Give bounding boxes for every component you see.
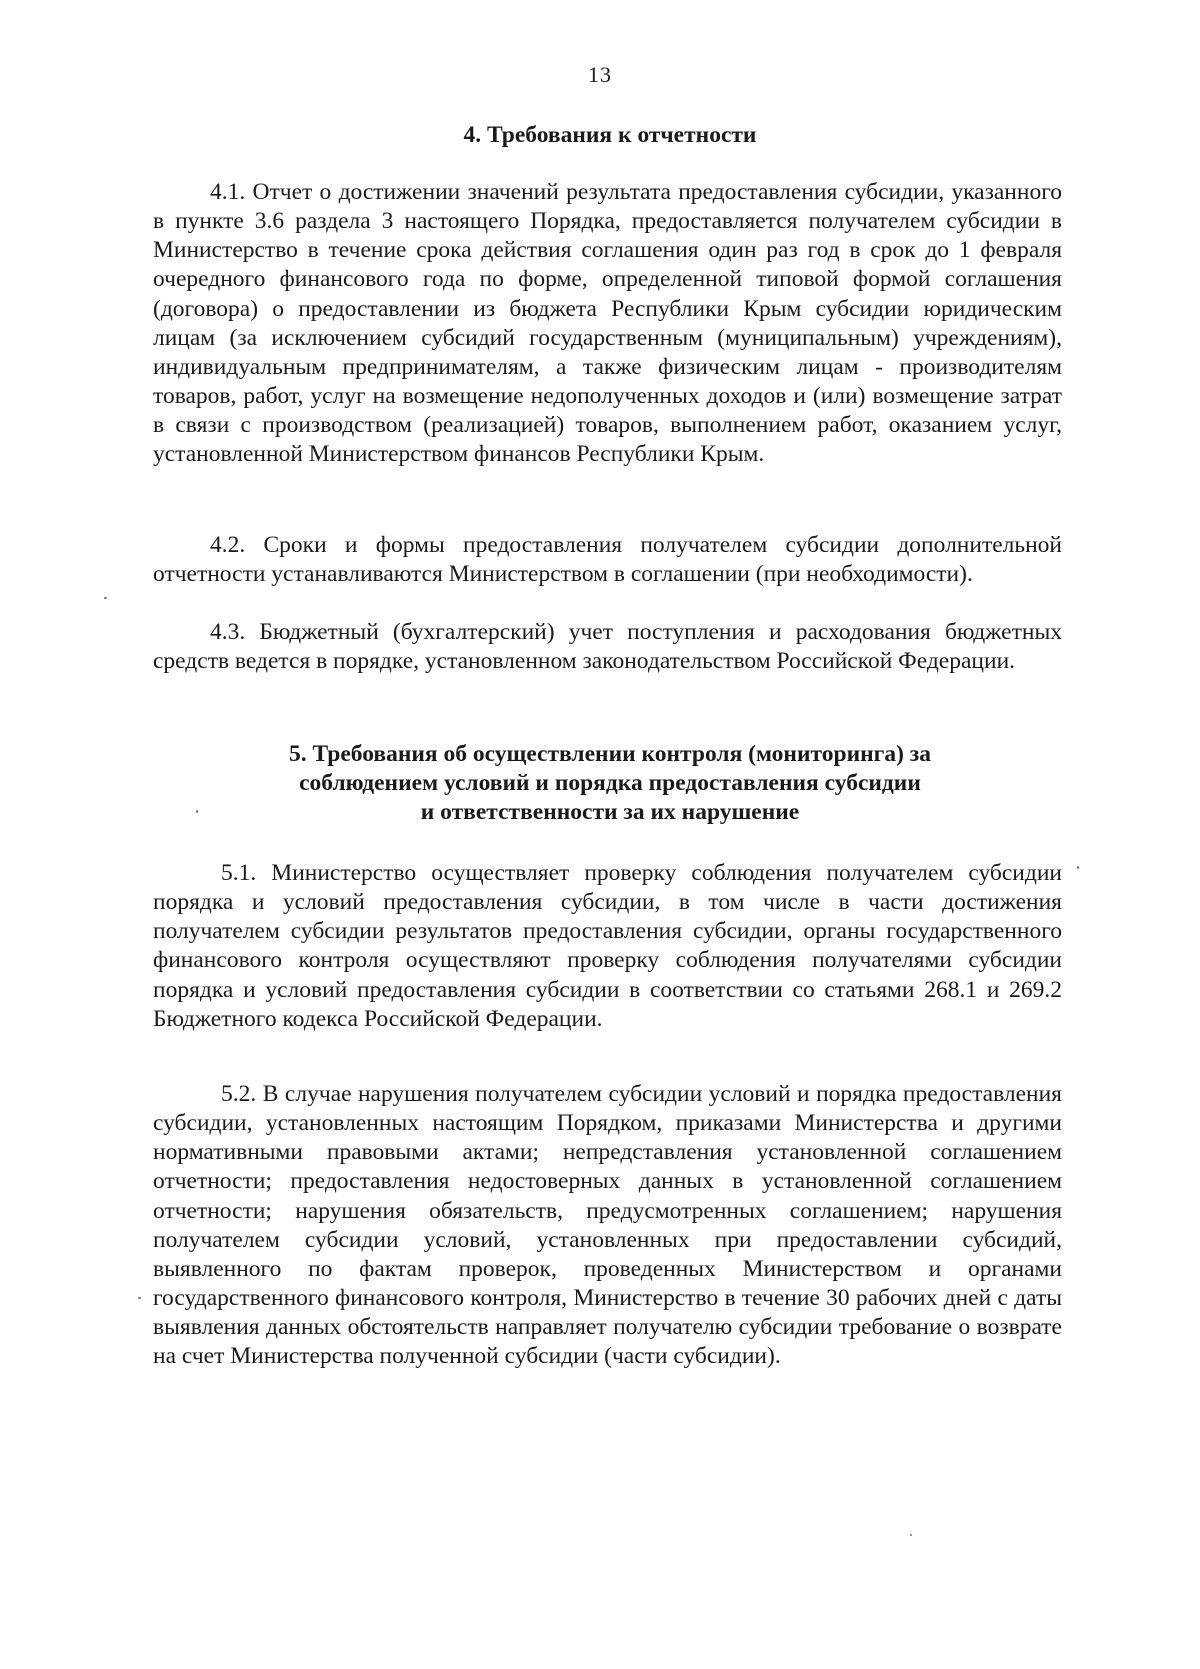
paragraph-5-1: 5.1. Министерство осуществляет проверку соблюдения получателем субсидии порядка и условий предоставления субсидии, в том числе в части достижения получателем субсидии результатов предоставления субсидии, органы государственного финансового контроля осуществляют проверку соблюдения получателями субсидии порядка и условий предоставления субсидии в соответствии со статьями 268.1 и 269.2 Бюджетного кодекса Российской Федерации. [153,860,1062,1032]
scan-speck [1077,866,1079,869]
paragraph-4-3: 4.3. Бюджетный (бухгалтерский) учет поступления и расходования бюджетных средств ведется в порядке, установленном законодательством Российской Федерации. [153,619,1062,675]
section-5-title-line-1: 5. Требования об осуществлении контроля (мониторинга) за [289,741,931,767]
section-5-title-line-2: соблюдением условий и порядка предоставления субсидии [299,770,921,796]
scan-speck [196,810,198,813]
scan-speck [104,597,107,599]
paragraph-5-2: 5.2. В случае нарушения получателем субсидии условий и порядка предоставления субсидии, установленных настоящим Порядком, приказами Министерства и другими нормативными правовыми актами; непредставления установленной соглашением отчетности; предоставления недостоверных данных в установленной соглашением отчетности; нарушения обязательств, предусмотренных соглашением; нарушения получателем субсидии условий, установленных при предоставлении субсидий, выявленного по фактам проверок, проведенных Министерством и органами государственного финансового контроля, Министерство в течение 30 рабочих дней с даты выявления данных обстоятельств направляет получателю субсидии требование о возврате на счет Министерства полученной субсидии (части субсидии). [153,1081,1062,1370]
section-5-title [150,740,1070,827]
paragraph-4-2: 4.2. Сроки и формы предоставления получателем субсидии дополнительной отчетности устанавливаются Министерством в соглашении (при необходимости). [153,532,1062,588]
page-number: 13 [588,62,612,87]
paragraph-4-1: 4.1. Отчет о достижении значений результата предоставления субсидии, указанного в пункте 3.6 раздела 3 настоящего Порядка, предоставляется получателем субсидии в Министерство в течение срока действия соглашения один раз год в срок до 1 февраля очередного финансового года по форме, определенной типовой формой соглашения (договора) о предоставлении из бюджета Республики Крым субсидии юридическим лицам (за исключением субсидий государственным (муниципальным) учреждениям), индивидуальным предпринимателям, а также физическим лицам - производителям товаров, работ, услуг на возмещение недополученных доходов и (или) возмещение затрат в связи с производством (реализацией) товаров, выполнением работ, оказанием услуг, установленной Министерством финансов Республики Крым. [153,179,1062,468]
section-5-title-line-3: и ответственности за их нарушение [420,799,800,825]
scan-speck [910,1534,912,1536]
scan-speck [138,1297,141,1299]
section-4-title: 4. Требования к отчетности [463,122,757,148]
